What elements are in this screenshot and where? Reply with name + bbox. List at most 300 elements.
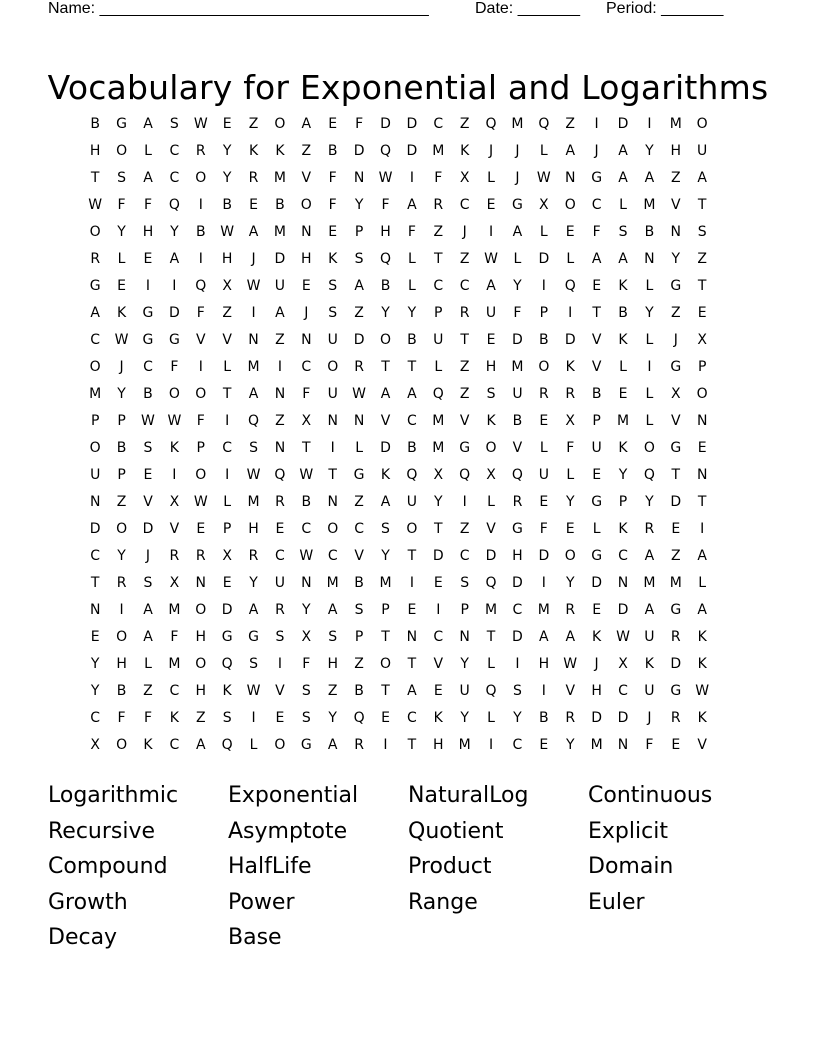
grid-letter[interactable]: U (538, 467, 549, 483)
grid-letter[interactable]: E (301, 278, 311, 294)
grid-letter[interactable]: P (460, 602, 469, 618)
grid-letter[interactable]: K (275, 143, 285, 159)
grid-letter[interactable]: K (697, 629, 707, 645)
grid-letter[interactable]: J (462, 224, 467, 240)
grid-letter[interactable]: O (195, 602, 207, 618)
grid-letter[interactable]: Z (433, 224, 444, 240)
grid-letter[interactable]: Y (565, 494, 575, 510)
grid-letter[interactable]: I (647, 116, 652, 132)
grid-letter[interactable]: J (488, 143, 494, 159)
grid-letter[interactable]: B (301, 494, 312, 510)
grid-letter[interactable]: T (697, 197, 707, 213)
grid-letter[interactable]: H (195, 629, 207, 645)
grid-letter[interactable]: F (170, 359, 179, 375)
grid-letter[interactable]: K (433, 710, 443, 726)
grid-letter[interactable]: S (169, 116, 179, 132)
grid-letter[interactable]: Y (407, 305, 417, 321)
grid-letter[interactable]: Z (697, 251, 707, 267)
grid-letter[interactable]: X (222, 278, 232, 294)
grid-letter[interactable]: C (354, 521, 364, 537)
grid-letter[interactable]: K (618, 521, 628, 537)
grid-letter[interactable]: A (248, 224, 259, 240)
grid-letter[interactable]: A (644, 170, 655, 186)
grid-letter[interactable]: O (379, 656, 391, 672)
grid-letter[interactable]: E (222, 116, 232, 132)
grid-letter[interactable]: Y (170, 224, 179, 240)
grid-letter[interactable]: V (591, 332, 602, 348)
grid-letter[interactable]: G (89, 278, 101, 294)
grid-letter[interactable]: Y (645, 494, 654, 510)
grid-letter[interactable]: K (565, 359, 575, 375)
grid-letter[interactable]: Z (565, 116, 576, 132)
grid-letter[interactable]: J (673, 332, 678, 348)
grid-letter[interactable]: T (302, 440, 311, 456)
grid-letter[interactable]: W (167, 413, 182, 429)
grid-letter[interactable]: M (669, 575, 682, 591)
grid-letter[interactable]: E (486, 197, 496, 213)
grid-letter[interactable]: C (327, 548, 338, 564)
grid-letter[interactable]: W (352, 386, 367, 402)
grid-letter[interactable]: I (119, 602, 124, 618)
grid-letter[interactable]: Y (565, 737, 575, 753)
grid-letter[interactable]: M (669, 116, 682, 132)
grid-letter[interactable]: S (328, 278, 338, 294)
grid-letter[interactable]: B (222, 197, 232, 213)
grid-letter[interactable]: T (433, 251, 443, 267)
grid-letter[interactable]: I (568, 305, 573, 321)
grid-letter[interactable]: N (696, 413, 708, 429)
grid-letter[interactable]: X (565, 413, 576, 429)
grid-letter[interactable]: G (591, 548, 603, 564)
grid-letter[interactable]: P (196, 440, 205, 456)
grid-letter[interactable]: D (380, 116, 391, 132)
grid-letter[interactable]: M (458, 737, 471, 753)
grid-letter[interactable]: Y (354, 197, 364, 213)
grid-letter[interactable]: F (328, 197, 337, 213)
grid-letter[interactable]: V (222, 332, 232, 348)
grid-letter[interactable]: D (406, 116, 418, 132)
grid-letter[interactable]: B (380, 278, 391, 294)
grid-letter[interactable]: O (116, 737, 128, 753)
grid-letter[interactable]: A (591, 251, 602, 267)
grid-letter[interactable]: U (459, 683, 470, 699)
grid-letter[interactable]: W (484, 251, 498, 267)
grid-letter[interactable]: O (643, 440, 655, 456)
grid-letter[interactable]: I (541, 683, 546, 699)
grid-letter[interactable]: C (459, 278, 470, 294)
grid-letter[interactable]: E (381, 710, 390, 726)
grid-letter[interactable]: O (538, 359, 550, 375)
grid-letter[interactable]: B (407, 332, 417, 348)
grid-letter[interactable]: D (670, 656, 682, 672)
date-field[interactable]: Date: _______ (475, 0, 580, 17)
grid-letter[interactable]: E (539, 413, 549, 429)
grid-letter[interactable]: B (195, 224, 206, 240)
grid-letter[interactable]: N (353, 170, 365, 186)
grid-letter[interactable]: X (169, 494, 180, 510)
grid-letter[interactable]: A (143, 629, 153, 645)
grid-letter[interactable]: R (538, 386, 549, 402)
grid-letter[interactable]: A (327, 737, 338, 753)
grid-letter[interactable]: C (90, 548, 101, 564)
grid-letter[interactable]: B (116, 440, 127, 456)
grid-letter[interactable]: N (617, 737, 629, 753)
grid-letter[interactable]: D (432, 548, 444, 564)
grid-letter[interactable]: Q (221, 656, 233, 672)
grid-letter[interactable]: R (433, 197, 444, 213)
grid-letter[interactable]: R (354, 737, 364, 753)
grid-letter[interactable]: Y (513, 278, 522, 294)
grid-letter[interactable]: Q (511, 467, 523, 483)
grid-letter[interactable]: O (116, 143, 128, 159)
grid-letter[interactable]: M (273, 170, 286, 186)
grid-letter[interactable]: I (251, 305, 256, 321)
grid-letter[interactable]: G (670, 359, 682, 375)
grid-letter[interactable]: P (117, 467, 126, 483)
grid-letter[interactable]: Y (381, 548, 390, 564)
grid-letter[interactable]: L (117, 251, 126, 267)
grid-letter[interactable]: R (275, 602, 285, 618)
grid-letter[interactable]: J (647, 710, 652, 726)
grid-letter[interactable]: L (513, 251, 522, 267)
grid-letter[interactable]: S (222, 710, 232, 726)
grid-letter[interactable]: M (616, 413, 630, 429)
grid-letter[interactable]: E (222, 575, 232, 591)
grid-letter[interactable]: X (301, 629, 312, 645)
grid-letter[interactable]: D (591, 575, 602, 591)
grid-letter[interactable]: R (644, 521, 655, 537)
grid-letter[interactable]: O (195, 170, 207, 186)
grid-letter[interactable]: X (90, 737, 100, 753)
grid-letter[interactable]: C (275, 548, 285, 564)
grid-letter[interactable]: A (618, 170, 628, 186)
grid-letter[interactable]: Y (460, 656, 469, 672)
grid-letter[interactable]: W (141, 413, 155, 429)
grid-letter[interactable]: I (277, 656, 282, 672)
grid-letter[interactable]: M (432, 440, 445, 456)
grid-letter[interactable]: L (645, 278, 654, 294)
grid-letter[interactable]: C (169, 737, 180, 753)
grid-letter[interactable]: U (327, 386, 338, 402)
grid-letter[interactable]: C (406, 413, 417, 429)
grid-letter[interactable]: K (486, 413, 496, 429)
grid-letter[interactable]: M (432, 143, 445, 159)
grid-letter[interactable]: S (143, 440, 153, 456)
grid-letter[interactable]: D (617, 116, 629, 132)
grid-letter[interactable]: R (354, 359, 364, 375)
grid-letter[interactable]: T (671, 467, 681, 483)
grid-letter[interactable]: W (536, 170, 551, 186)
grid-letter[interactable]: I (594, 116, 599, 132)
grid-letter[interactable]: T (381, 683, 390, 699)
grid-letter[interactable]: F (434, 170, 443, 186)
grid-letter[interactable]: D (168, 305, 180, 321)
grid-letter[interactable]: N (274, 386, 286, 402)
grid-letter[interactable]: P (539, 305, 549, 321)
grid-letter[interactable]: F (592, 224, 601, 240)
grid-letter[interactable]: U (644, 629, 655, 645)
grid-letter[interactable]: N (327, 494, 338, 510)
grid-letter[interactable]: J (515, 143, 520, 159)
grid-letter[interactable]: I (515, 656, 520, 672)
grid-letter[interactable]: N (274, 440, 286, 456)
grid-letter[interactable]: T (697, 494, 707, 510)
grid-letter[interactable]: I (277, 359, 282, 375)
grid-letter[interactable]: A (407, 197, 417, 213)
grid-letter[interactable]: M (485, 602, 498, 618)
grid-letter[interactable]: D (274, 251, 286, 267)
grid-letter[interactable]: N (564, 170, 576, 186)
grid-letter[interactable]: O (300, 197, 312, 213)
grid-letter[interactable]: X (486, 467, 496, 483)
grid-letter[interactable]: D (538, 251, 550, 267)
grid-letter[interactable]: A (143, 170, 153, 186)
grid-letter[interactable]: Y (90, 656, 100, 672)
grid-letter[interactable]: G (168, 332, 180, 348)
grid-letter[interactable]: E (565, 521, 575, 537)
grid-letter[interactable]: E (671, 737, 681, 753)
grid-letter[interactable]: E (196, 521, 206, 537)
grid-letter[interactable]: E (433, 575, 443, 591)
grid-letter[interactable]: E (592, 467, 602, 483)
grid-letter[interactable]: E (592, 278, 602, 294)
grid-letter[interactable]: L (144, 656, 152, 672)
grid-letter[interactable]: Y (565, 575, 575, 591)
grid-letter[interactable]: I (488, 737, 494, 753)
grid-letter[interactable]: C (459, 548, 470, 564)
grid-letter[interactable]: K (116, 305, 127, 321)
grid-letter[interactable]: I (225, 413, 230, 429)
grid-letter[interactable]: B (644, 224, 655, 240)
grid-letter[interactable]: J (119, 359, 124, 375)
grid-letter[interactable]: W (246, 467, 261, 483)
grid-letter[interactable]: P (434, 305, 443, 321)
grid-letter[interactable]: E (275, 521, 285, 537)
grid-letter[interactable]: Y (381, 305, 390, 321)
grid-letter[interactable]: E (275, 710, 285, 726)
grid-letter[interactable]: U (274, 575, 286, 591)
grid-letter[interactable]: G (248, 629, 259, 645)
grid-letter[interactable]: I (251, 710, 256, 726)
grid-letter[interactable]: O (195, 386, 207, 402)
grid-letter[interactable]: L (539, 224, 548, 240)
grid-letter[interactable]: K (248, 143, 259, 159)
grid-letter[interactable]: L (539, 143, 548, 159)
grid-letter[interactable]: F (196, 305, 205, 321)
grid-letter[interactable]: C (90, 332, 101, 348)
grid-letter[interactable]: A (407, 386, 417, 402)
grid-letter[interactable]: G (353, 467, 365, 483)
grid-letter[interactable]: R (670, 710, 681, 726)
grid-letter[interactable]: Z (116, 494, 127, 510)
grid-letter[interactable]: D (406, 143, 418, 159)
grid-letter[interactable]: I (198, 251, 203, 267)
grid-letter[interactable]: Q (564, 278, 576, 294)
grid-letter[interactable]: F (143, 197, 152, 213)
grid-letter[interactable]: K (618, 332, 628, 348)
grid-letter[interactable]: H (512, 548, 523, 564)
grid-letter[interactable]: A (195, 737, 206, 753)
grid-letter[interactable]: U (512, 386, 523, 402)
grid-letter[interactable]: O (327, 359, 339, 375)
grid-letter[interactable]: P (697, 359, 707, 375)
grid-letter[interactable]: B (116, 683, 127, 699)
grid-letter[interactable]: A (143, 602, 153, 618)
grid-letter[interactable]: W (299, 467, 314, 483)
grid-letter[interactable]: A (248, 602, 259, 618)
grid-letter[interactable]: Y (117, 224, 126, 240)
grid-letter[interactable]: W (193, 494, 208, 510)
grid-letter[interactable]: A (697, 170, 707, 186)
grid-letter[interactable]: V (433, 656, 444, 672)
grid-letter[interactable]: E (249, 197, 258, 213)
grid-letter[interactable]: Y (645, 143, 654, 159)
grid-letter[interactable]: I (462, 494, 467, 510)
grid-letter[interactable]: D (142, 521, 154, 537)
grid-letter[interactable]: L (487, 170, 495, 186)
grid-letter[interactable]: E (407, 602, 417, 618)
grid-letter[interactable]: R (195, 548, 206, 564)
grid-letter[interactable]: M (168, 602, 181, 618)
grid-letter[interactable]: N (670, 224, 682, 240)
grid-letter[interactable]: L (355, 440, 363, 456)
grid-letter[interactable]: R (565, 386, 576, 402)
grid-letter[interactable]: Z (354, 305, 364, 321)
grid-letter[interactable]: N (696, 467, 708, 483)
grid-letter[interactable]: F (117, 197, 126, 213)
grid-letter[interactable]: T (407, 656, 417, 672)
grid-letter[interactable]: A (143, 116, 153, 132)
grid-letter[interactable]: Y (645, 305, 654, 321)
grid-letter[interactable]: C (512, 602, 523, 618)
grid-letter[interactable]: G (116, 116, 128, 132)
grid-letter[interactable]: N (353, 413, 365, 429)
grid-letter[interactable]: N (89, 494, 101, 510)
grid-letter[interactable]: L (407, 251, 416, 267)
grid-letter[interactable]: A (618, 251, 628, 267)
grid-letter[interactable]: H (248, 521, 259, 537)
grid-letter[interactable]: V (671, 197, 681, 213)
grid-letter[interactable]: M (247, 494, 260, 510)
grid-letter[interactable]: S (381, 521, 390, 537)
grid-letter[interactable]: E (539, 494, 549, 510)
grid-letter[interactable]: E (539, 737, 549, 753)
grid-letter[interactable]: A (486, 278, 496, 294)
grid-letter[interactable]: I (383, 737, 388, 753)
grid-letter[interactable]: R (248, 548, 259, 564)
grid-letter[interactable]: H (301, 251, 312, 267)
grid-letter[interactable]: L (645, 386, 654, 402)
grid-letter[interactable]: G (670, 602, 682, 618)
grid-letter[interactable]: U (90, 467, 101, 483)
grid-letter[interactable]: S (249, 656, 258, 672)
grid-letter[interactable]: Q (221, 737, 233, 753)
grid-letter[interactable]: I (145, 278, 151, 294)
grid-letter[interactable]: Z (670, 305, 681, 321)
grid-letter[interactable]: Y (328, 710, 337, 726)
grid-letter[interactable]: R (90, 251, 101, 267)
grid-letter[interactable]: I (409, 575, 414, 591)
grid-letter[interactable]: N (301, 575, 312, 591)
grid-letter[interactable]: T (90, 170, 100, 186)
grid-letter[interactable]: S (697, 224, 707, 240)
grid-letter[interactable]: Z (143, 683, 153, 699)
grid-letter[interactable]: L (487, 710, 495, 726)
grid-letter[interactable]: V (591, 359, 602, 375)
grid-letter[interactable]: D (538, 548, 550, 564)
grid-letter[interactable]: P (618, 494, 628, 510)
grid-letter[interactable]: T (407, 548, 417, 564)
grid-letter[interactable]: O (564, 197, 576, 213)
grid-letter[interactable]: Z (275, 332, 285, 348)
grid-letter[interactable]: I (172, 278, 177, 294)
grid-letter[interactable]: J (304, 305, 309, 321)
grid-letter[interactable]: L (566, 467, 575, 483)
grid-letter[interactable]: F (117, 710, 126, 726)
grid-letter[interactable]: W (114, 332, 129, 348)
grid-letter[interactable]: I (409, 170, 414, 186)
grid-letter[interactable]: F (170, 629, 179, 645)
grid-letter[interactable]: K (618, 440, 628, 456)
grid-letter[interactable]: M (643, 575, 656, 591)
grid-letter[interactable]: M (511, 116, 524, 132)
grid-letter[interactable]: V (354, 548, 364, 564)
grid-letter[interactable]: F (566, 440, 575, 456)
grid-letter[interactable]: O (89, 440, 101, 456)
grid-letter[interactable]: C (591, 197, 602, 213)
grid-letter[interactable]: T (460, 332, 469, 348)
grid-letter[interactable]: G (591, 170, 603, 186)
grid-letter[interactable]: G (670, 683, 682, 699)
grid-letter[interactable]: Q (248, 413, 260, 429)
grid-letter[interactable]: X (618, 656, 628, 672)
grid-letter[interactable]: W (246, 278, 261, 294)
grid-letter[interactable]: E (328, 116, 338, 132)
grid-letter[interactable]: L (619, 197, 627, 213)
grid-letter[interactable]: T (381, 359, 390, 375)
grid-letter[interactable]: H (485, 359, 497, 375)
grid-letter[interactable]: V (671, 413, 681, 429)
grid-letter[interactable]: Y (460, 710, 469, 726)
grid-letter[interactable]: V (697, 737, 707, 753)
grid-letter[interactable]: U (697, 143, 708, 159)
grid-letter[interactable]: V (301, 170, 312, 186)
grid-letter[interactable]: I (330, 440, 335, 456)
grid-letter[interactable]: Q (459, 467, 471, 483)
grid-letter[interactable]: R (565, 710, 576, 726)
grid-letter[interactable]: A (407, 683, 417, 699)
grid-letter[interactable]: Y (302, 602, 311, 618)
grid-letter[interactable]: M (247, 359, 260, 375)
grid-letter[interactable]: Q (406, 467, 418, 483)
grid-letter[interactable]: T (328, 467, 337, 483)
grid-letter[interactable]: H (433, 737, 444, 753)
grid-letter[interactable]: A (565, 629, 576, 645)
grid-letter[interactable]: V (143, 494, 153, 510)
grid-letter[interactable]: L (144, 143, 152, 159)
grid-letter[interactable]: Q (643, 467, 655, 483)
grid-letter[interactable]: F (302, 656, 311, 672)
grid-letter[interactable]: E (697, 305, 707, 321)
grid-letter[interactable]: V (380, 413, 391, 429)
grid-letter[interactable]: N (617, 575, 629, 591)
grid-letter[interactable]: O (274, 116, 286, 132)
grid-letter[interactable]: D (564, 332, 576, 348)
grid-letter[interactable]: O (696, 386, 708, 402)
grid-letter[interactable]: X (670, 386, 681, 402)
grid-letter[interactable]: W (563, 656, 578, 672)
grid-letter[interactable]: A (512, 224, 523, 240)
